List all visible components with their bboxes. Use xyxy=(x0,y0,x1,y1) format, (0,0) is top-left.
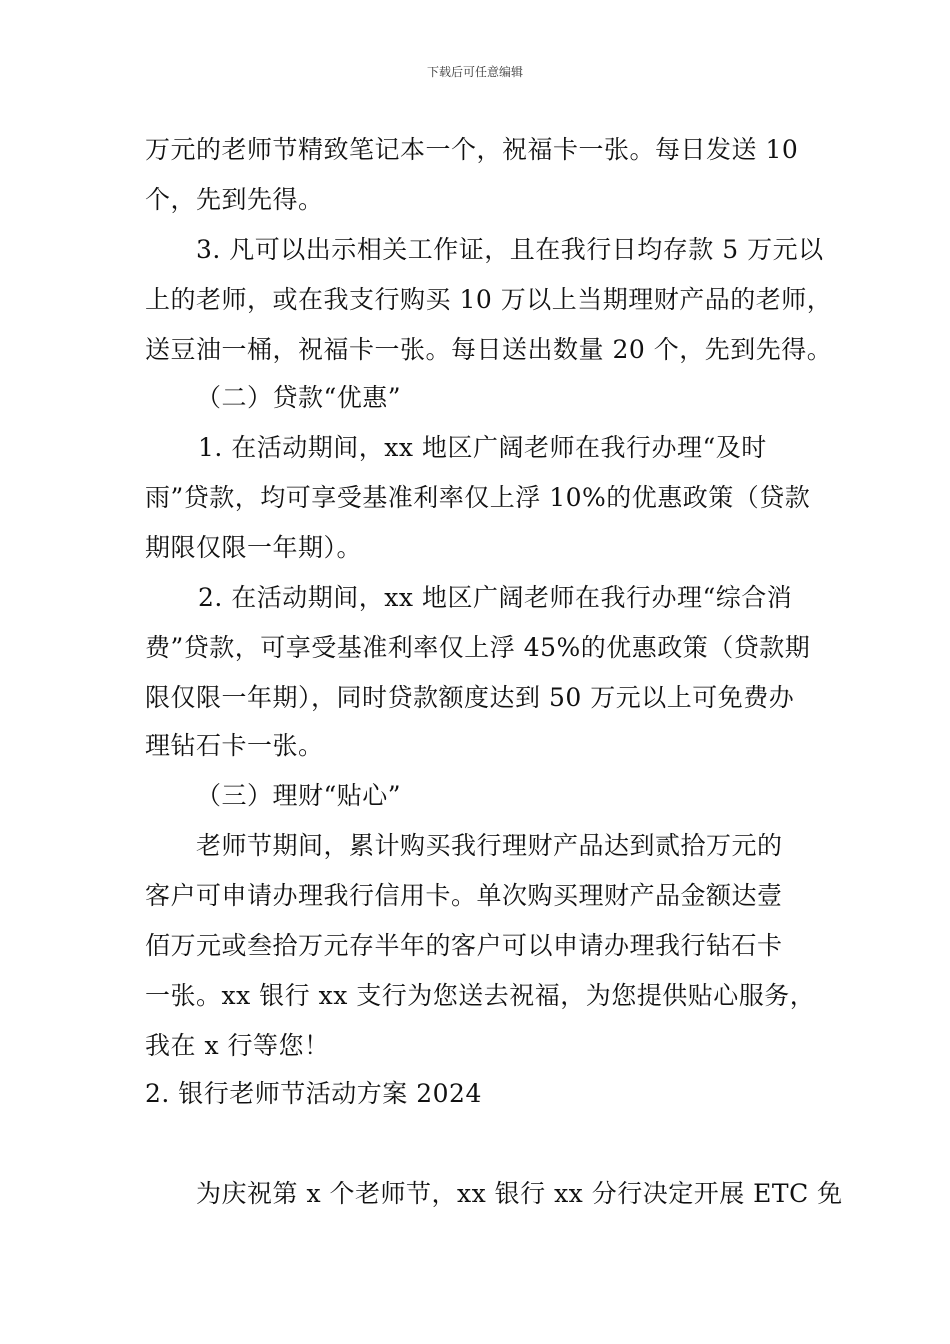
body-line: 限仅限一年期），同时贷款额度达到 50 万元以上可免费办 xyxy=(145,683,795,712)
body-line: 一张。xx 银行 xx 支行为您送去祝福，为您提供贴心服务， xyxy=(145,981,816,1010)
list-item-2: 2. 在活动期间，xx 地区广阔老师在我行办理“综合消 xyxy=(198,583,793,612)
body-line: 万元的老师节精致笔记本一个，祝福卡一张。每日发送 10 xyxy=(145,135,799,164)
body-line: 费”贷款，可享受基准利率仅上浮 45%的优惠政策（贷款期 xyxy=(145,633,811,662)
body-line: 理钻石卡一张。 xyxy=(145,731,324,760)
body-line: 佰万元或叁拾万元存半年的客户可以申请办理我行钻石卡 xyxy=(145,931,783,960)
page-header: 下载后可任意编辑 xyxy=(426,65,523,79)
body-line: 客户可申请办理我行信用卡。单次购买理财产品金额达壹 xyxy=(145,881,783,910)
body-line: 期限仅限一年期）。 xyxy=(145,533,363,562)
body-line: 上的老师，或在我支行购买 10 万以上当期理财产品的老师， xyxy=(145,285,833,314)
body-line: 个，先到先得。 xyxy=(145,185,324,214)
body-line: 我在 x 行等您！ xyxy=(145,1031,330,1060)
list-item-3: 3. 凡可以出示相关工作证，且在我行日均存款 5 万元以 xyxy=(196,235,824,264)
document-title-2: 2. 银行老师节活动方案 2024 xyxy=(145,1079,482,1108)
section-heading-finance: （三）理财“贴心” xyxy=(196,781,402,810)
paragraph-start: 为庆祝第 x 个老师节，xx 银行 xx 分行决定开展 ETC 免 xyxy=(196,1179,843,1208)
paragraph-start: 老师节期间，累计购买我行理财产品达到贰拾万元的 xyxy=(196,831,783,860)
section-heading-loan: （二）贷款“优惠” xyxy=(196,383,402,412)
body-line: 雨”贷款，均可享受基准利率仅上浮 10%的优惠政策（贷款 xyxy=(145,483,811,512)
body-line: 送豆油一桶，祝福卡一张。每日送出数量 20 个，先到先得。 xyxy=(145,335,833,364)
list-item-1: 1. 在活动期间，xx 地区广阔老师在我行办理“及时 xyxy=(198,433,767,462)
